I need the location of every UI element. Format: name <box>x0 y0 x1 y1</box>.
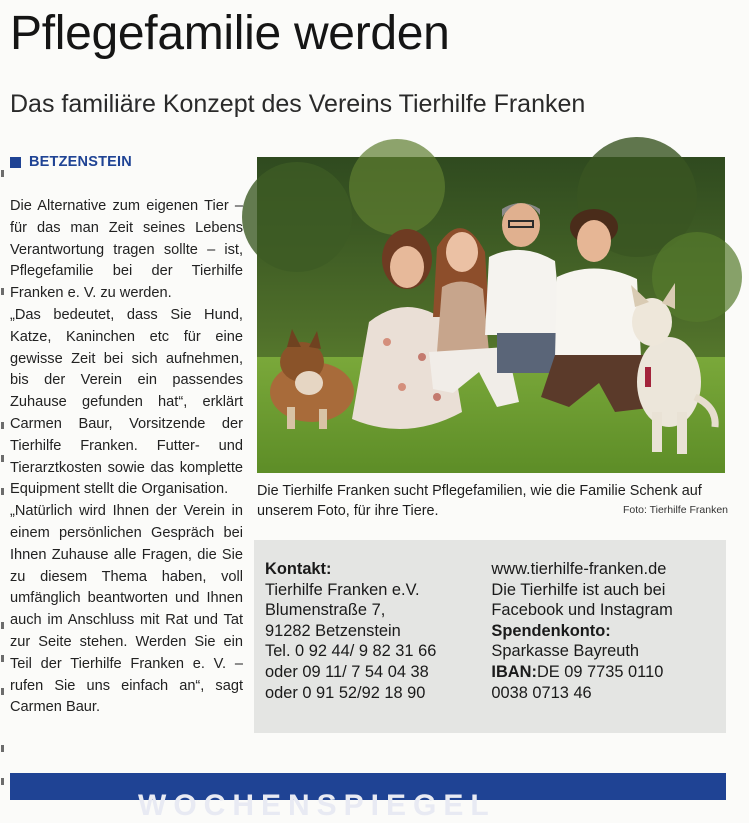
article-subheadline: Das familiäre Konzept des Vereins Tierhilfe Franken <box>10 90 586 118</box>
donation-heading: Spendenkonto: <box>491 621 611 640</box>
bottom-banner-text: WOCHENSPIEGEL <box>138 789 496 822</box>
page-edge-marks <box>0 170 6 800</box>
contact-heading: Kontakt: <box>265 560 332 578</box>
contact-column-address <box>265 559 463 733</box>
article-body <box>10 196 243 719</box>
contact-phone: oder 0 91 52/92 18 90 <box>265 683 426 702</box>
contact-phone: Tel. 0 92 44/ 9 82 31 66 <box>265 642 437 661</box>
bottom-banner <box>10 773 726 822</box>
iban-value-line-1: DE 09 7735 0110 <box>536 662 664 681</box>
photo-credit: Foto: Tierhilfe Franken <box>622 504 728 516</box>
article-paragraph: Die Alternative zum eigenen Tier – für das man Zeit seines Lebens Verantwortung tragen sollte – ist, Pflegefamilie bei der Tierhilfe Franken e. V. zu werden. <box>10 198 243 302</box>
donation-bank: Sparkasse Bayreuth <box>491 642 640 661</box>
family-photo <box>257 157 725 473</box>
article-paragraph: „Natürlich wird Ihnen der Verein in einem persönlichen Gespräch bei Ihnen Zuhause alle Fragen, die Sie zu diesem Thema haben, voll umfänglich beantworten und Ihnen auch im Anschluss mit Rat und Tat zur Seite stehen. Werden Sie ein Teil der Tierhilfe Franken e. V. – rufen Sie uns einfach an“, sagt Carmen Baur. <box>10 503 243 716</box>
contact-website: www.tierhilfe-franken.de <box>491 560 667 578</box>
photo-caption-text: Die Tierhilfe Franken sucht Pflegefamilien, wie die Familie Schenk auf unserem Foto, für ihre Tiere. <box>257 483 702 519</box>
iban-label: IBAN: <box>491 662 537 681</box>
dateline <box>10 154 132 170</box>
contact-org: Tierhilfe Franken e.V. <box>265 580 420 599</box>
contact-social-line-2: Facebook und Instagram <box>491 601 673 620</box>
dateline-square-icon <box>10 157 21 168</box>
article-paragraph: „Das bedeutet, dass Sie Hund, Katze, Kaninchen etc für eine gewisse Zeit bei sich aufnehmen, bis der Verein ein passendes Zuhause gefunden hat“, erklärt Carmen Baur, Vorsitzende der Tierhilfe Franken. Futter- und Tierarztkosten sowie das komplette Equipment stellt die Organisation. <box>10 306 243 498</box>
contact-box <box>254 540 726 733</box>
article-headline: Pflegefamilie werden <box>10 7 450 60</box>
iban-value-line-2: 0038 0713 46 <box>491 683 592 702</box>
dateline-text: BETZENSTEIN <box>29 154 132 170</box>
photo-caption <box>257 481 732 521</box>
contact-social-line-1: Die Tierhilfe ist auch bei <box>491 580 666 599</box>
contact-phone: oder 09 11/ 7 54 04 38 <box>265 662 429 681</box>
contact-street: Blumenstraße 7, <box>265 601 386 620</box>
contact-column-online <box>491 559 714 733</box>
contact-city: 91282 Betzenstein <box>265 621 401 640</box>
